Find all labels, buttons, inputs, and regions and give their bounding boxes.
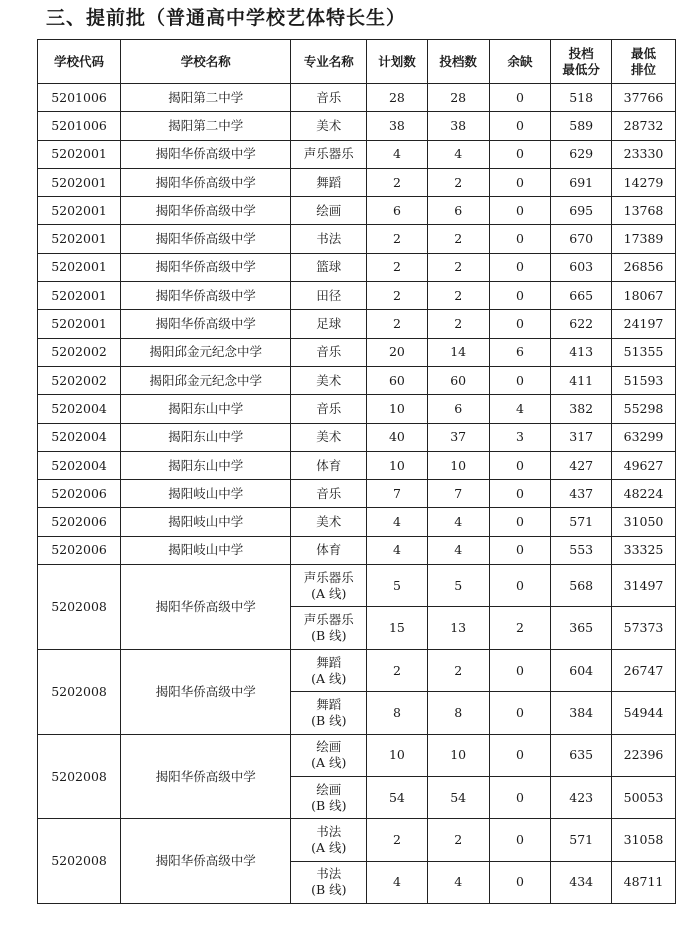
cell-filed: 10 [427,451,489,479]
cell-rank: 31497 [612,565,676,607]
cell-score: 691 [551,168,612,196]
header-min-score-line1: 投档 [568,45,594,61]
header-min-score [551,40,612,84]
cell-filed: 7 [427,480,489,508]
admission-table [37,39,676,904]
table-row [38,310,676,338]
cell-plan: 2 [367,225,428,253]
cell-rank: 22396 [612,734,676,776]
cell-rank: 37766 [612,84,676,112]
cell-major: 篮球 [291,253,367,281]
cell-major-line2: (B 线) [311,797,347,813]
cell-name: 揭阳华侨高级中学 [121,819,291,904]
cell-plan: 4 [367,536,428,564]
cell-remain: 0 [489,140,551,168]
cell-major-line1: 声乐器乐 [303,612,354,628]
cell-rank: 54944 [612,692,676,734]
header-remain: 余缺 [489,40,551,84]
cell-filed: 54 [427,777,489,819]
table-row [38,565,676,607]
cell-score: 629 [551,140,612,168]
cell-remain: 0 [489,225,551,253]
cell-remain: 3 [489,423,551,451]
table-row [38,508,676,536]
cell-filed: 2 [427,282,489,310]
table-row [38,338,676,366]
cell-name: 揭阳华侨高级中学 [121,310,291,338]
cell-remain: 0 [489,861,551,903]
cell-remain: 0 [489,480,551,508]
cell-name: 揭阳华侨高级中学 [121,168,291,196]
cell-name: 揭阳邱金元纪念中学 [121,338,291,366]
cell-code: 5202001 [38,253,121,281]
cell-rank: 49627 [612,451,676,479]
cell-code: 5202008 [38,819,121,904]
cell-rank: 26747 [612,649,676,691]
table-row [38,395,676,423]
cell-major-line1: 绘画 [316,739,342,755]
cell-major [291,777,367,819]
cell-score: 411 [551,366,612,394]
cell-major: 声乐器乐 [291,140,367,168]
cell-name: 揭阳岐山中学 [121,480,291,508]
cell-code: 5202001 [38,140,121,168]
cell-name: 揭阳岐山中学 [121,508,291,536]
cell-rank: 63299 [612,423,676,451]
cell-remain: 0 [489,508,551,536]
cell-code: 5202001 [38,197,121,225]
cell-remain: 2 [489,607,551,649]
cell-name: 揭阳华侨高级中学 [121,140,291,168]
cell-code: 5202006 [38,480,121,508]
table-row [38,536,676,564]
cell-plan: 2 [367,282,428,310]
cell-code: 5202001 [38,225,121,253]
cell-remain: 0 [489,777,551,819]
cell-filed: 10 [427,734,489,776]
cell-major-line2: (B 线) [311,712,347,728]
cell-code: 5202008 [38,734,121,819]
cell-major: 音乐 [291,395,367,423]
cell-score: 568 [551,565,612,607]
cell-plan: 4 [367,508,428,536]
cell-major-line2: (A 线) [311,755,347,771]
cell-major [291,692,367,734]
table-header-row [38,40,676,84]
cell-plan: 2 [367,168,428,196]
cell-score: 434 [551,861,612,903]
cell-score: 635 [551,734,612,776]
table-row [38,140,676,168]
cell-remain: 0 [489,84,551,112]
cell-remain: 0 [489,366,551,394]
cell-major [291,734,367,776]
cell-filed: 38 [427,112,489,140]
cell-remain: 4 [489,395,551,423]
cell-score: 665 [551,282,612,310]
cell-remain: 0 [489,565,551,607]
cell-rank: 50053 [612,777,676,819]
cell-major: 舞蹈 [291,168,367,196]
cell-major: 体育 [291,451,367,479]
cell-remain: 0 [489,451,551,479]
header-filed: 投档数 [427,40,489,84]
cell-plan: 6 [367,197,428,225]
cell-major: 音乐 [291,480,367,508]
cell-rank: 33325 [612,536,676,564]
cell-major-line2: (B 线) [311,628,347,644]
cell-plan: 2 [367,253,428,281]
cell-major [291,649,367,691]
cell-score: 571 [551,508,612,536]
cell-major: 美术 [291,366,367,394]
cell-score: 384 [551,692,612,734]
cell-name: 揭阳华侨高级中学 [121,282,291,310]
cell-score: 604 [551,649,612,691]
cell-major: 田径 [291,282,367,310]
header-min-rank [612,40,676,84]
cell-filed: 8 [427,692,489,734]
cell-rank: 14279 [612,168,676,196]
cell-plan: 20 [367,338,428,366]
cell-rank: 48711 [612,861,676,903]
cell-code: 5202008 [38,649,121,734]
cell-major-line1: 绘画 [316,781,342,797]
cell-major-line2: (A 线) [311,670,347,686]
header-plan: 计划数 [367,40,428,84]
cell-plan: 4 [367,861,428,903]
cell-plan: 28 [367,84,428,112]
table-row [38,480,676,508]
cell-filed: 2 [427,649,489,691]
cell-major: 美术 [291,112,367,140]
cell-rank: 31050 [612,508,676,536]
cell-score: 365 [551,607,612,649]
cell-code: 5202002 [38,338,121,366]
cell-plan: 2 [367,819,428,861]
cell-major [291,819,367,861]
cell-major: 美术 [291,423,367,451]
cell-plan: 4 [367,140,428,168]
cell-score: 382 [551,395,612,423]
cell-plan: 2 [367,649,428,691]
table-row [38,197,676,225]
cell-major [291,565,367,607]
table-row [38,366,676,394]
cell-code: 5202008 [38,565,121,650]
cell-code: 5202001 [38,310,121,338]
table-row [38,253,676,281]
table-row [38,649,676,691]
cell-filed: 2 [427,310,489,338]
cell-plan: 10 [367,395,428,423]
cell-remain: 6 [489,338,551,366]
cell-filed: 28 [427,84,489,112]
cell-major: 美术 [291,508,367,536]
cell-code: 5201006 [38,112,121,140]
cell-score: 622 [551,310,612,338]
cell-remain: 0 [489,282,551,310]
cell-plan: 40 [367,423,428,451]
cell-score: 518 [551,84,612,112]
cell-major-line2: (B 线) [311,882,347,898]
header-major: 专业名称 [291,40,367,84]
table-row [38,819,676,861]
cell-name: 揭阳邱金元纪念中学 [121,366,291,394]
cell-score: 437 [551,480,612,508]
cell-filed: 2 [427,168,489,196]
cell-code: 5202004 [38,451,121,479]
cell-rank: 24197 [612,310,676,338]
cell-remain: 0 [489,112,551,140]
cell-major-line1: 舞蹈 [316,696,342,712]
cell-major-line2: (A 线) [311,585,347,601]
header-name: 学校名称 [121,40,291,84]
cell-filed: 6 [427,197,489,225]
cell-rank: 51355 [612,338,676,366]
cell-filed: 2 [427,819,489,861]
cell-plan: 5 [367,565,428,607]
cell-remain: 0 [489,649,551,691]
cell-filed: 60 [427,366,489,394]
cell-code: 5202002 [38,366,121,394]
cell-name: 揭阳华侨高级中学 [121,734,291,819]
cell-remain: 0 [489,197,551,225]
cell-name: 揭阳东山中学 [121,395,291,423]
cell-plan: 10 [367,451,428,479]
table-row [38,734,676,776]
cell-remain: 0 [489,692,551,734]
cell-rank: 26856 [612,253,676,281]
cell-rank: 48224 [612,480,676,508]
cell-rank: 18067 [612,282,676,310]
cell-score: 670 [551,225,612,253]
cell-remain: 0 [489,734,551,776]
cell-remain: 0 [489,819,551,861]
table-row [38,451,676,479]
cell-name: 揭阳华侨高级中学 [121,649,291,734]
cell-plan: 38 [367,112,428,140]
cell-name: 揭阳东山中学 [121,451,291,479]
cell-score: 553 [551,536,612,564]
cell-filed: 4 [427,140,489,168]
cell-major-line1: 声乐器乐 [303,569,354,585]
cell-major: 书法 [291,225,367,253]
cell-rank: 51593 [612,366,676,394]
cell-code: 5202001 [38,168,121,196]
cell-score: 589 [551,112,612,140]
cell-filed: 13 [427,607,489,649]
cell-plan: 60 [367,366,428,394]
cell-score: 413 [551,338,612,366]
cell-code: 5202001 [38,282,121,310]
cell-name: 揭阳华侨高级中学 [121,253,291,281]
table-row [38,84,676,112]
cell-filed: 2 [427,253,489,281]
cell-filed: 4 [427,508,489,536]
cell-major: 足球 [291,310,367,338]
cell-plan: 10 [367,734,428,776]
cell-major-line2: (A 线) [311,840,347,856]
cell-plan: 8 [367,692,428,734]
cell-score: 317 [551,423,612,451]
cell-filed: 2 [427,225,489,253]
cell-rank: 28732 [612,112,676,140]
cell-major: 体育 [291,536,367,564]
header-min-rank-line2: 排位 [631,61,657,77]
cell-major [291,861,367,903]
cell-filed: 37 [427,423,489,451]
cell-major [291,607,367,649]
cell-plan: 7 [367,480,428,508]
cell-major: 音乐 [291,338,367,366]
cell-rank: 31058 [612,819,676,861]
header-min-score-line2: 最低分 [562,61,600,77]
cell-name: 揭阳岐山中学 [121,536,291,564]
cell-major-line1: 书法 [316,824,342,840]
table-row [38,423,676,451]
cell-name: 揭阳华侨高级中学 [121,197,291,225]
cell-score: 427 [551,451,612,479]
cell-score: 695 [551,197,612,225]
cell-filed: 5 [427,565,489,607]
cell-score: 423 [551,777,612,819]
cell-major-line1: 书法 [316,866,342,882]
cell-rank: 23330 [612,140,676,168]
cell-code: 5202004 [38,423,121,451]
cell-score: 571 [551,819,612,861]
cell-name: 揭阳华侨高级中学 [121,225,291,253]
cell-score: 603 [551,253,612,281]
cell-major: 音乐 [291,84,367,112]
cell-plan: 15 [367,607,428,649]
cell-name: 揭阳东山中学 [121,423,291,451]
cell-name: 揭阳第二中学 [121,84,291,112]
cell-name: 揭阳华侨高级中学 [121,565,291,650]
cell-plan: 2 [367,310,428,338]
cell-remain: 0 [489,253,551,281]
cell-remain: 0 [489,536,551,564]
cell-major-line1: 舞蹈 [316,654,342,670]
cell-filed: 14 [427,338,489,366]
cell-remain: 0 [489,168,551,196]
cell-rank: 17389 [612,225,676,253]
cell-name: 揭阳第二中学 [121,112,291,140]
table-row [38,112,676,140]
cell-plan: 54 [367,777,428,819]
cell-code: 5202004 [38,395,121,423]
cell-code: 5202006 [38,508,121,536]
table-row [38,168,676,196]
table-row [38,225,676,253]
cell-rank: 57373 [612,607,676,649]
cell-rank: 55298 [612,395,676,423]
cell-filed: 4 [427,536,489,564]
table-row [38,282,676,310]
page-title: 三、提前批（普通高中学校艺体特长生） [46,7,407,29]
cell-remain: 0 [489,310,551,338]
cell-rank: 13768 [612,197,676,225]
cell-filed: 6 [427,395,489,423]
header-min-rank-line1: 最低 [631,45,657,61]
cell-code: 5201006 [38,84,121,112]
cell-major: 绘画 [291,197,367,225]
cell-code: 5202006 [38,536,121,564]
header-code: 学校代码 [38,40,121,84]
cell-filed: 4 [427,861,489,903]
